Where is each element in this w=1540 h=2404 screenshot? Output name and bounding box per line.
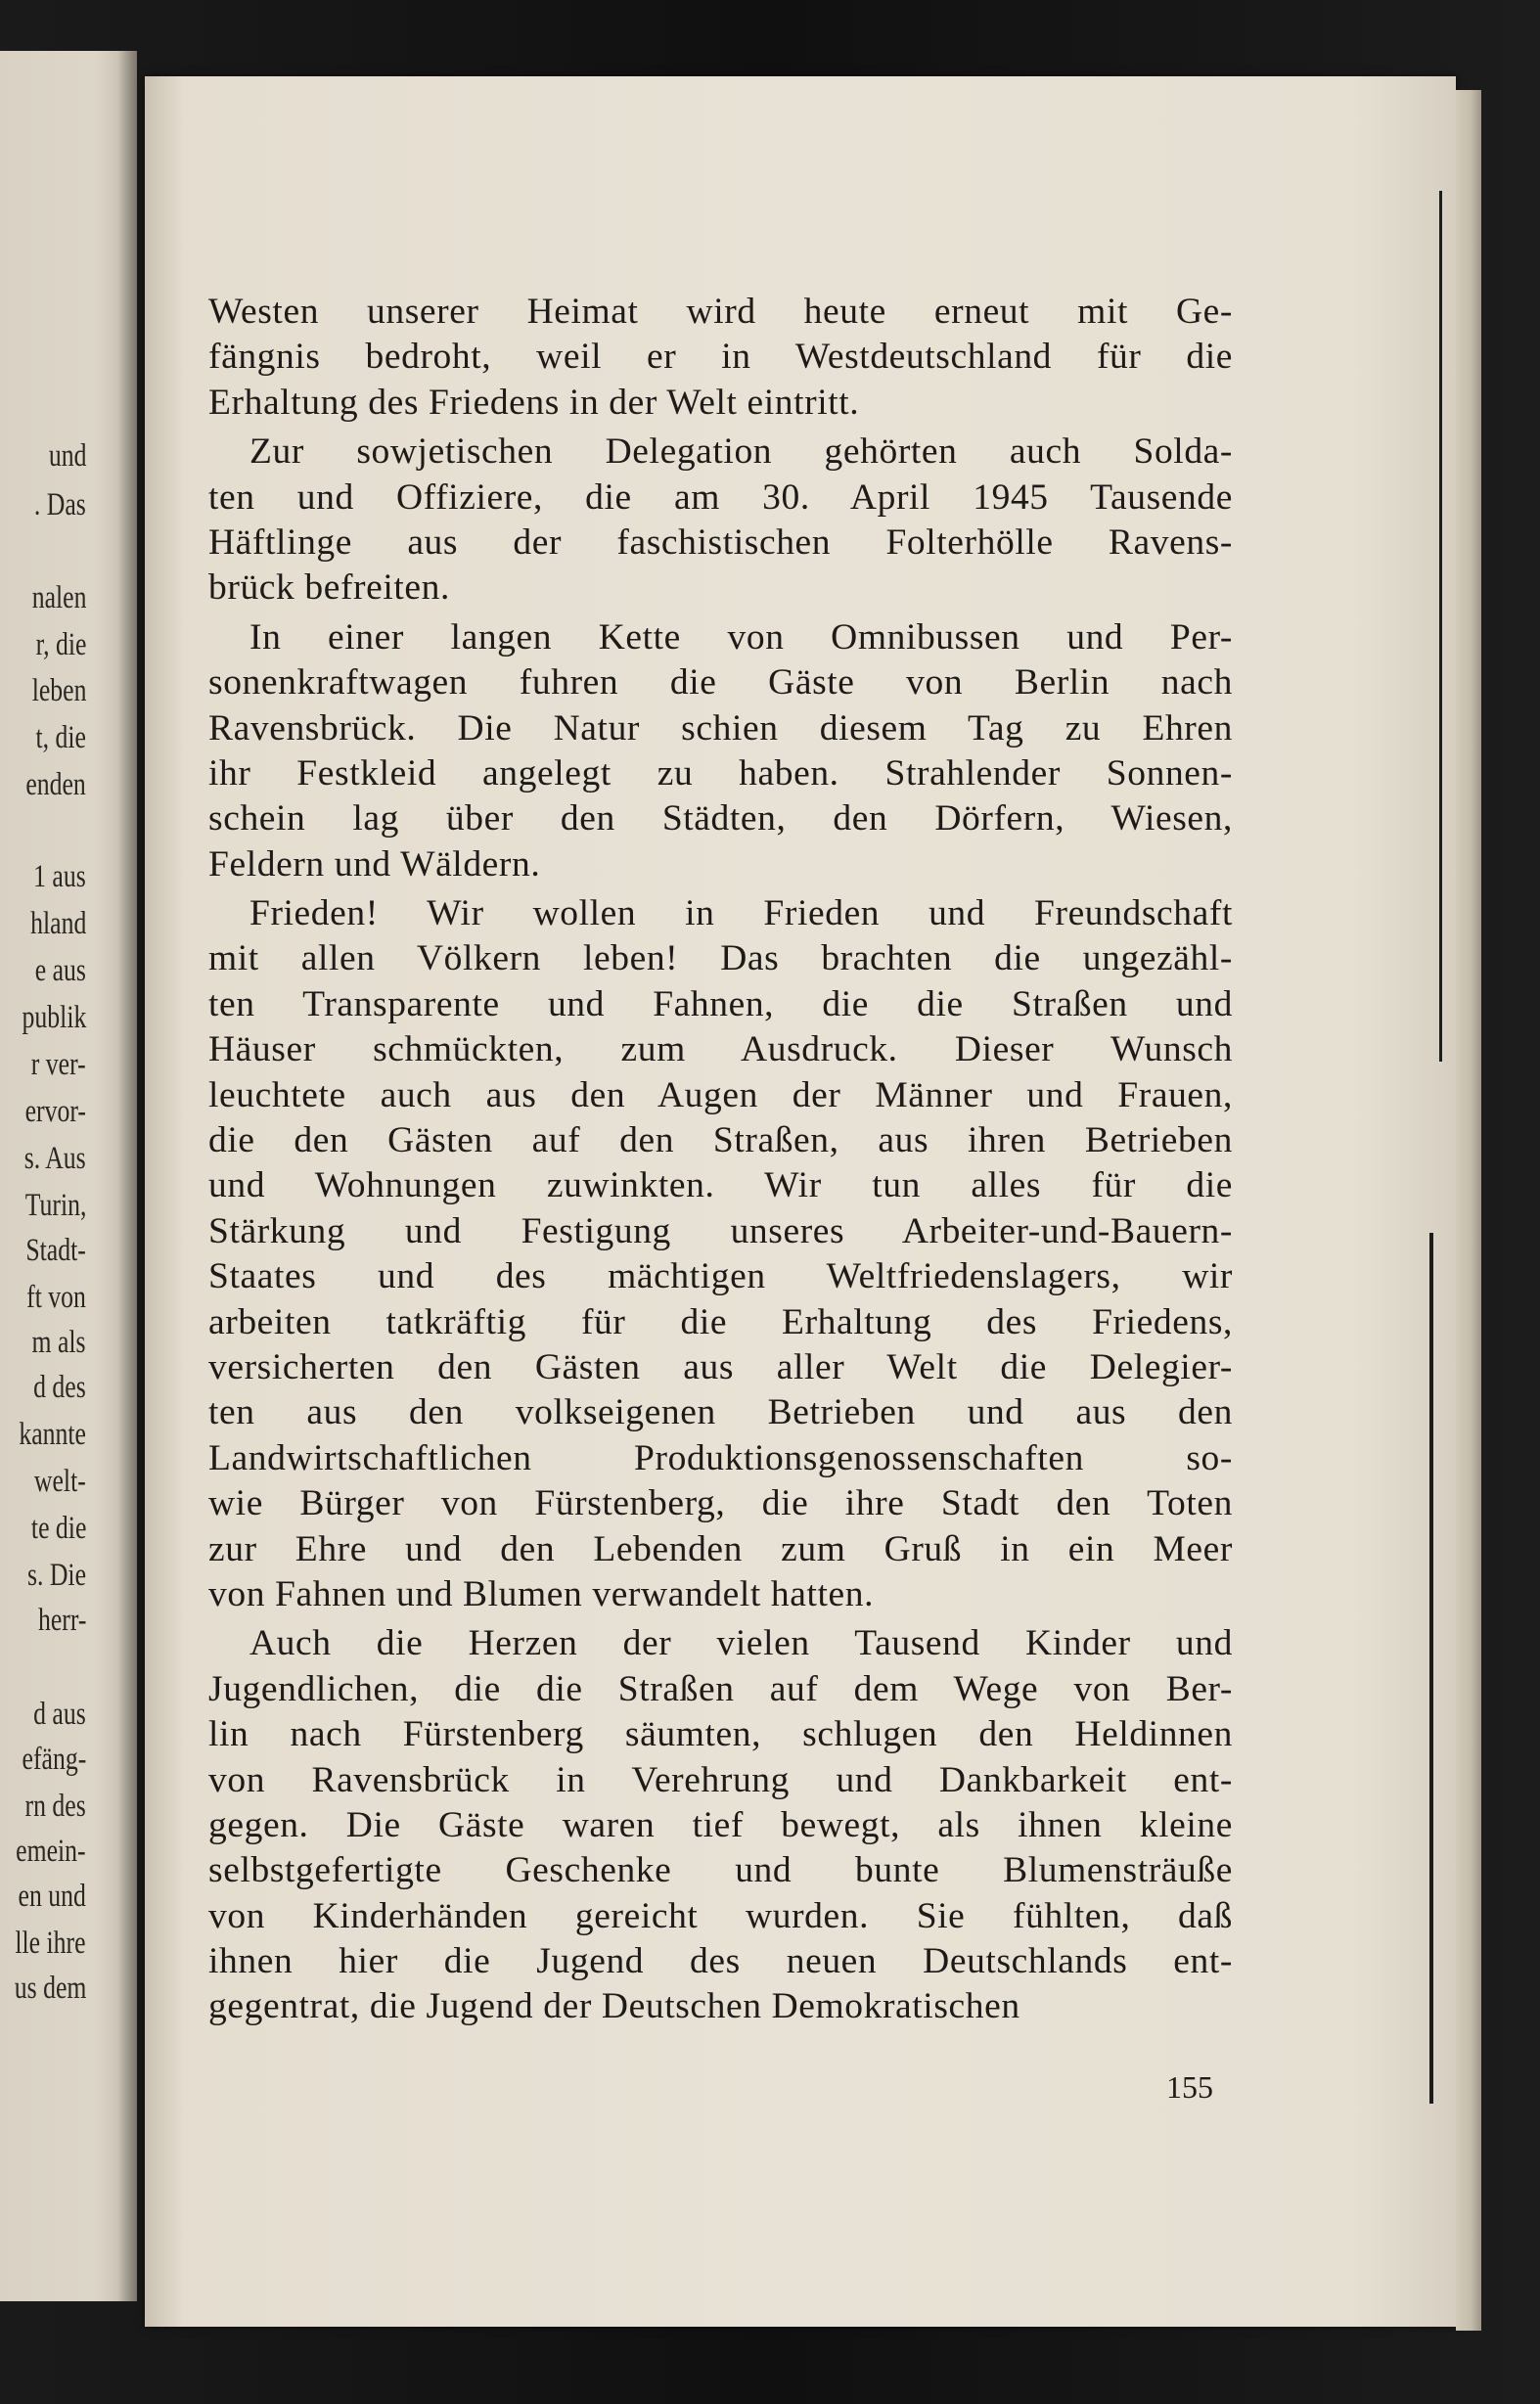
text-line: Auch die Herzen der vielen Tausend Kinder und xyxy=(249,1623,1233,1664)
left-page-fragment: en und xyxy=(18,1879,86,1914)
left-page-fragment: rn des xyxy=(24,1789,86,1824)
text-line: ihr Festkleid angelegt zu haben. Strahlender Sonnen- xyxy=(208,752,1233,794)
text-line: In einer langen Kette von Omnibussen und Per- xyxy=(249,616,1233,658)
text-line: brück befreiten. xyxy=(208,567,450,609)
left-page-fragment: efäng- xyxy=(22,1742,86,1777)
text-line: gegentrat, die Jugend der Deutschen Demokratischen xyxy=(208,1986,1020,2027)
left-page-fragment: emein- xyxy=(16,1834,86,1869)
text-line: arbeiten tatkräftig für die Erhaltung des Friedens, xyxy=(208,1301,1233,1342)
text-line: zur Ehre und den Lebenden zum Gruß in ein Meer xyxy=(208,1528,1233,1569)
left-page-fragment: s. Aus xyxy=(24,1141,86,1176)
left-page-fragment: hland xyxy=(29,906,86,941)
text-line: wie Bürger von Fürstenberg, die ihre Stadt den Toten xyxy=(208,1483,1233,1524)
gutter-shadow xyxy=(117,51,137,2301)
paragraph xyxy=(208,290,1233,426)
text-line: von Fahnen und Blumen verwandelt hatten. xyxy=(208,1573,875,1614)
text-line: Staates und des mächtigen Weltfriedenslagers, wir xyxy=(208,1256,1233,1297)
left-page-fragment: ft von xyxy=(26,1280,86,1315)
page-body-text xyxy=(208,290,1233,2030)
left-page-fragment: herr- xyxy=(37,1603,86,1638)
left-page-fragment: e aus xyxy=(34,953,86,988)
text-line: gegen. Die Gäste waren tief bewegt, als ihnen kleine xyxy=(208,1804,1233,1845)
text-line: Westen unserer Heimat wird heute erneut mit Ge- xyxy=(208,292,1233,332)
edge-rule-bottom xyxy=(1429,1233,1433,2104)
left-page-fragment: t, die xyxy=(35,720,86,755)
text-line: leuchtete auch aus den Augen der Männer und Frauen, xyxy=(208,1074,1233,1115)
text-line: ihnen hier die Jugend des neuen Deutschlands ent- xyxy=(208,1941,1233,1982)
left-page-fragment: enden xyxy=(25,767,86,802)
left-page-fragment: Turin, xyxy=(24,1188,86,1223)
text-line: und Wohnungen zuwinkten. Wir tun alles für die xyxy=(208,1165,1233,1206)
text-line: Jugendlichen, die die Straßen auf dem Wege von Ber- xyxy=(208,1668,1233,1709)
paragraph xyxy=(208,1621,1233,2030)
left-page-fragment: s. Die xyxy=(26,1558,86,1593)
text-line: Ravensbrück. Die Natur schien diesem Tag zu Ehren xyxy=(208,707,1233,748)
text-line: von Ravensbrück in Verehrung und Dankbarkeit ent- xyxy=(208,1759,1233,1800)
text-line: ten Transparente und Fahnen, die die Straßen und xyxy=(208,983,1233,1024)
text-line: fängnis bedroht, weil er in Westdeutschland für die xyxy=(208,337,1233,378)
text-line: Frieden! Wir wollen in Frieden und Freundschaft xyxy=(249,893,1233,934)
paragraph xyxy=(208,430,1233,612)
left-page-fragment: und xyxy=(48,438,86,474)
text-line: die den Gästen auf den Straßen, aus ihren Betrieben xyxy=(208,1120,1233,1161)
page-number: 155 xyxy=(1166,2069,1213,2105)
left-page-fragment: leben xyxy=(31,673,86,708)
left-page-fragment: 1 aus xyxy=(33,859,86,894)
text-line: Stärkung und Festigung unseres Arbeiter-und-Bauern- xyxy=(208,1210,1233,1251)
left-page-fragment: d des xyxy=(33,1370,86,1405)
text-line: Erhaltung des Friedens in der Welt eintritt. xyxy=(208,382,860,423)
text-line: Zur sowjetischen Delegation gehörten auch Solda- xyxy=(249,431,1233,473)
text-line: mit allen Völkern leben! Das brachten die ungezähl- xyxy=(208,938,1233,979)
edge-rule-top xyxy=(1439,191,1442,1062)
left-page-fragment: welt- xyxy=(34,1464,86,1499)
text-line: lin nach Fürstenberg säumten, schlugen den Heldinnen xyxy=(208,1714,1233,1755)
left-page-fragment: d aus xyxy=(33,1697,86,1732)
left-page-fragment: m als xyxy=(31,1325,86,1360)
paragraph xyxy=(208,615,1233,887)
left-page-fragment: nalen xyxy=(31,580,86,615)
text-line: ten aus den volkseigenen Betrieben und aus den xyxy=(208,1392,1233,1433)
left-page-fragment: r ver- xyxy=(31,1047,86,1082)
left-page-fragment: ervor- xyxy=(24,1094,86,1129)
left-page-fragment: lle ihre xyxy=(15,1926,86,1961)
left-page-fragment: te die xyxy=(30,1511,86,1546)
text-line: Feldern und Wäldern. xyxy=(208,843,541,884)
text-line: von Kinderhänden gereicht wurden. Sie fühlten, daß xyxy=(208,1895,1233,1936)
paragraph xyxy=(208,891,1233,1617)
text-line: ten und Offiziere, die am 30. April 1945 Tausende xyxy=(208,476,1233,518)
left-page-fragment: Stadt- xyxy=(25,1233,86,1268)
left-page-fragment: kannte xyxy=(19,1417,86,1452)
page-edge xyxy=(1456,90,1481,2331)
left-facing-page xyxy=(0,51,137,2301)
text-line: sonenkraftwagen fuhren die Gäste von Berlin nach xyxy=(208,662,1233,703)
text-line: Häftlinge aus der faschistischen Folterhölle Ravens- xyxy=(208,522,1233,563)
left-page-fragment: . Das xyxy=(34,487,86,522)
text-line: selbstgefertigte Geschenke und bunte Blumensträuße xyxy=(208,1850,1233,1891)
text-line: Häuser schmückten, zum Ausdruck. Dieser Wunsch xyxy=(208,1029,1233,1070)
left-page-fragment: r, die xyxy=(35,627,86,662)
text-line: versicherten den Gästen aus aller Welt die Delegier- xyxy=(208,1346,1233,1387)
text-line: schein lag über den Städten, den Dörfern, Wiesen, xyxy=(208,798,1233,839)
left-page-fragment: publik xyxy=(22,1000,86,1035)
text-line: Landwirtschaftlichen Produktionsgenossenschaften so- xyxy=(208,1437,1233,1478)
left-page-fragment: us dem xyxy=(14,1971,86,2006)
